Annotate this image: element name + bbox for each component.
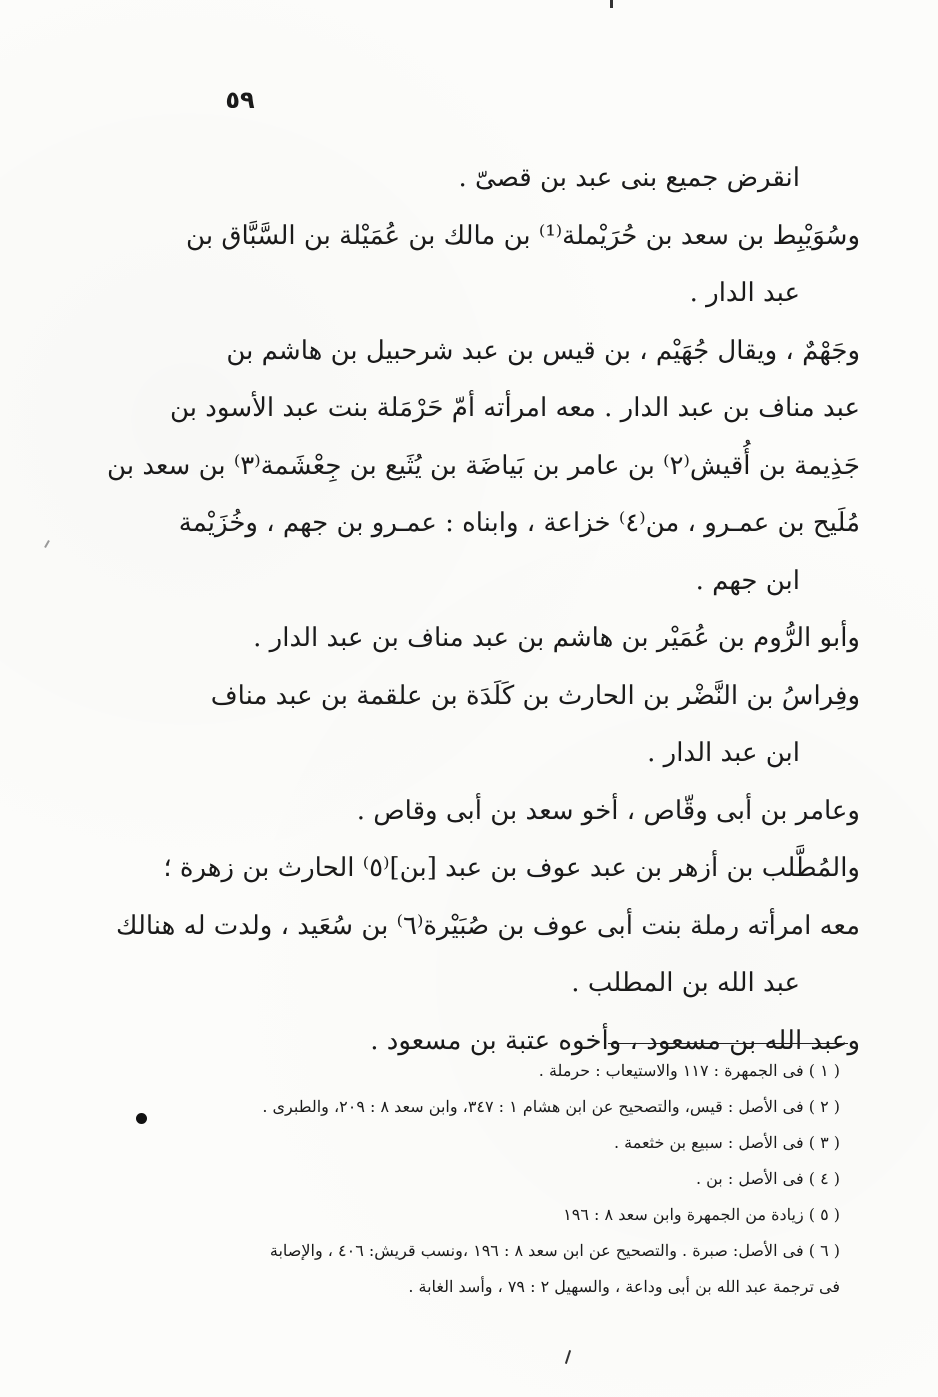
text-line: عبد الله بن المطلب . <box>571 968 800 998</box>
page-number: ٥٩ <box>225 86 255 114</box>
text-line: والمُطَّلب بن أزهر بن عبد عوف بن عبد [بن]⁽٥⁾ الحارث بن زهرة ؛ <box>163 853 860 883</box>
text-line: ابن جهم . <box>695 565 800 596</box>
text-line: وفِراسُ بن النَّضْر بن الحارث بن كَلَدَة بن علقمة بن عبد مناف <box>210 680 860 711</box>
footnote: ( ٤ ) فى الأصل : بن . <box>695 1169 840 1188</box>
footnote: ( ٥ ) زيادة من الجمهرة وابن سعد ٨ : ١٩٦ <box>563 1205 840 1224</box>
text-line: وسُوَيْبِط بن سعد بن حُرَيْملة⁽¹⁾ بن مالك بن عُمَيْلة بن السَّبَّاق بن <box>186 220 860 251</box>
scan-mark-top <box>610 0 613 8</box>
main-text <box>107 150 860 1070</box>
text-line: معه امرأته رملة بنت أبى عوف بن صُبَيْرة⁽٦⁾ بن سُعَيد ، ولدت له هنالك <box>116 910 860 941</box>
text-line: وعامر بن أبى وقّاص ، أخو سعد بن أبى وقاص . <box>356 795 860 826</box>
footnote-separator <box>608 1043 848 1044</box>
text-line: عبد الدار . <box>689 278 800 308</box>
scan-mark-margin <box>44 540 50 548</box>
scan-mark-bottom <box>565 1350 571 1364</box>
text-line: جَذِيمة بن أُقيش⁽٢⁾ بن عامر بن بَياضَة بن يُثَيع بن جِعْشَمة⁽٣⁾ بن سعد بن <box>107 450 860 481</box>
footnotes <box>160 1053 840 1305</box>
footnote: ( ٢ ) فى الأصل : قيس، والتصحيح عن ابن هشام ١ : ٣٤٧، وابن سعد ٨ : ٢٠٩، والطبرى . <box>262 1097 840 1116</box>
text-line: وعبد الله بن مسعود ، وأخوه عتبة بن مسعود . <box>370 1025 860 1056</box>
text-line: مُلَيح بن عمـرو ، من⁽٤⁾ خزاعة ، وابناه : عمـرو بن جهم ، وخُزَيْمة <box>178 508 860 538</box>
footnote: ( ٦ ) فى الأصل: صبرة . والتصحيح عن ابن سعد ٨ : ١٩٦ ،ونسب قريش: ٤٠٦ ، والإصابة <box>269 1241 840 1260</box>
footnote: ( ١ ) فى الجمهرة : ١١٧ والاستيعاب : حرملة . <box>538 1061 840 1080</box>
text-line: وأبو الرُّوم بن عُمَيْر بن هاشم بن عبد مناف بن عبد الدار . <box>253 623 860 653</box>
scan-dot <box>136 1113 147 1124</box>
text-line: وجَهْمٌ ، ويقال جُهَيْم ، بن قيس بن عبد شرحبيل بن هاشم بن <box>226 335 860 366</box>
footnote: ( ٣ ) فى الأصل : سبيع بن خثعمة . <box>613 1133 840 1152</box>
text-line: ابن عبد الدار . <box>647 738 800 768</box>
text-line: انقرض جميع بنى عبد بن قصىّ . <box>458 163 800 193</box>
text-line: عبد مناف بن عبد الدار . معه امرأته أمّ حَرْمَلة بنت عبد الأسود بن <box>170 393 860 423</box>
footnote-continuation: فى ترجمة عبد الله بن أبى وداعة ، والسهيل ٢ : ٧٩ ، وأسد الغابة . <box>408 1277 840 1296</box>
